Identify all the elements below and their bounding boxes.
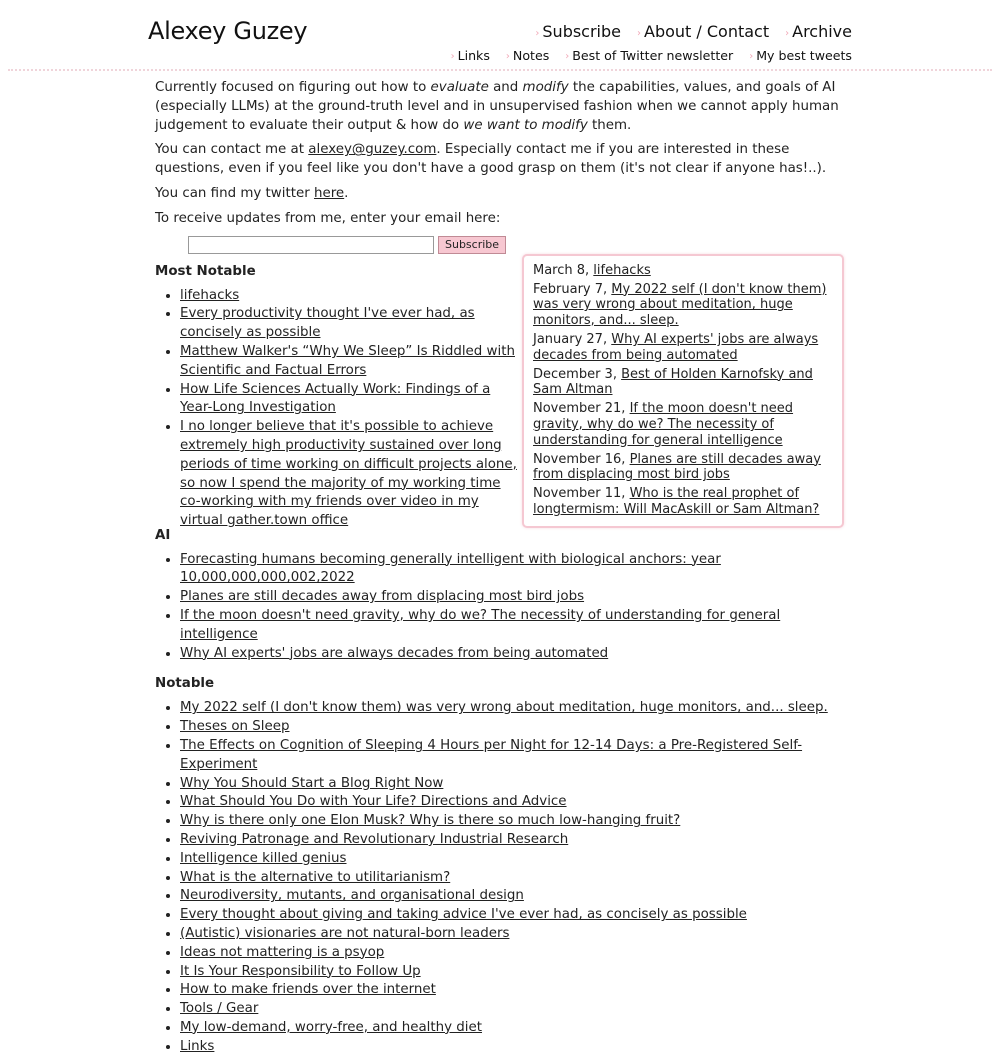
emphasis: evaluate: [430, 80, 489, 95]
nav-archive[interactable]: [785, 21, 852, 45]
post-link[interactable]: What Should You Do with Your Life? Directions and Advice: [180, 794, 567, 810]
list-item: [180, 869, 845, 888]
featured-area: [155, 263, 845, 527]
post-link[interactable]: Tools / Gear: [180, 1001, 259, 1017]
list-item: [180, 775, 845, 794]
main-content: [155, 79, 845, 1057]
list-item: [180, 418, 517, 531]
intro: [155, 79, 845, 229]
nav-about-label: About / Contact: [644, 22, 770, 41]
post-link[interactable]: Ideas not mattering is a psyop: [180, 944, 385, 960]
list-item: [180, 1000, 845, 1019]
post-date: November 16,: [533, 451, 630, 467]
post-link[interactable]: lifehacks: [180, 287, 240, 303]
post-link[interactable]: Every thought about giving and taking advice I've ever had, as concisely as possible: [180, 907, 747, 923]
recent-post: [533, 263, 833, 279]
list-item: [180, 793, 845, 812]
emphasis: modify: [522, 80, 569, 95]
post-link[interactable]: Why AI experts' jobs are always decades from being automated: [533, 331, 819, 363]
recent-post: [533, 401, 833, 448]
email-input[interactable]: [188, 236, 434, 254]
intro-focus-paragraph: [155, 79, 845, 135]
email-link[interactable]: alexey@guzey.com: [308, 142, 437, 158]
list-item: [180, 831, 845, 850]
list-item: [180, 645, 845, 664]
post-link[interactable]: Why You Should Start a Blog Right Now: [180, 775, 444, 791]
list-item: [180, 925, 845, 944]
post-link[interactable]: Matthew Walker's “Why We Sleep” Is Riddled with Scientific and Factual Errors: [180, 343, 515, 378]
post-link[interactable]: Why AI experts' jobs are always decades from being automated: [180, 645, 609, 661]
ai-section: [155, 527, 845, 664]
ai-heading: AI: [155, 527, 171, 543]
post-link[interactable]: My 2022 self (I don't know them) was very wrong about meditation, huge monitors, and... sleep.: [533, 281, 827, 328]
most-notable-list: [155, 287, 517, 531]
post-link[interactable]: Intelligence killed genius: [180, 850, 347, 866]
nav-notes[interactable]: [506, 47, 549, 66]
nav-best-of-twitter[interactable]: [565, 47, 733, 66]
chevron-right-icon: ›: [565, 51, 570, 62]
post-link[interactable]: Forecasting humans becoming generally intelligent with biological anchors: year 10,000,000,000,002,2022: [180, 551, 721, 586]
site-title[interactable]: Alexey Guzey: [148, 17, 308, 45]
intro-contact-paragraph: [155, 141, 845, 179]
post-date: January 27,: [533, 331, 612, 347]
post-link[interactable]: My low-demand, worry-free, and healthy diet: [180, 1019, 483, 1035]
post-link[interactable]: Theses on Sleep: [180, 719, 290, 735]
list-item: [180, 607, 845, 645]
intro-twitter-paragraph: [155, 185, 845, 204]
nav-best-of-twitter-label: Best of Twitter newsletter: [572, 48, 734, 63]
chevron-right-icon: ›: [450, 51, 455, 62]
intro-text: . Especially contact me if you are interested in these questions, even if you feel like you don't have a good grasp on them (it's not clear if anyone has!..).: [155, 142, 827, 177]
list-item: [180, 981, 845, 1000]
list-item: [180, 343, 517, 381]
post-link[interactable]: Who is the real prophet of longtermism: Will MacAskill or Sam Altman?: [533, 486, 820, 517]
post-link[interactable]: It Is Your Responsibility to Follow Up: [180, 963, 421, 979]
chevron-right-icon: ›: [505, 51, 510, 62]
list-item: [180, 287, 517, 306]
post-link[interactable]: Links: [180, 1038, 215, 1054]
post-link[interactable]: Neurodiversity, mutants, and organisational design: [180, 888, 524, 904]
intro-text: You can contact me at: [155, 142, 309, 158]
emphasis: we want to modify: [463, 117, 588, 133]
post-link[interactable]: Planes are still decades away from displacing most bird jobs: [180, 589, 585, 605]
intro-updates-paragraph: To receive updates from me, enter your email here:: [155, 210, 501, 226]
recent-post: [533, 282, 833, 329]
list-item: [180, 699, 845, 718]
chevron-right-icon: ›: [749, 51, 754, 62]
most-notable-heading: Most Notable: [155, 263, 256, 279]
nav-about-contact[interactable]: [637, 21, 769, 45]
post-date: December 3,: [533, 366, 622, 382]
nav-notes-label: Notes: [512, 48, 550, 63]
subscribe-button[interactable]: Subscribe: [438, 236, 506, 254]
intro-text: Currently focused on figuring out how to: [155, 80, 431, 95]
chevron-right-icon: ›: [785, 28, 790, 39]
recent-post: [533, 486, 833, 517]
list-item: [180, 887, 845, 906]
subscribe-form: [188, 235, 845, 255]
nav-best-tweets[interactable]: [749, 47, 852, 66]
intro-text: .: [344, 185, 349, 201]
post-link[interactable]: (Autistic) visionaries are not natural-born leaders: [180, 925, 510, 941]
notable-section: [155, 675, 845, 1056]
list-item: [180, 944, 845, 963]
chevron-right-icon: ›: [535, 28, 540, 39]
intro-text: and: [488, 80, 523, 95]
chevron-right-icon: ›: [637, 28, 641, 39]
post-link[interactable]: The Effects on Cognition of Sleeping 4 Hours per Night for 12-14 Days: a Pre-Registered Self-Experiment: [180, 737, 803, 772]
header-divider: [8, 69, 992, 71]
main-nav: [535, 21, 852, 45]
nav-archive-label: Archive: [792, 22, 852, 41]
nav-subscribe-label: Subscribe: [542, 22, 621, 41]
post-link[interactable]: If the moon doesn't need gravity, why do we? The necessity of understanding for general intelligence: [180, 607, 781, 642]
notable-heading: Notable: [155, 676, 215, 692]
secondary-nav: [451, 47, 852, 66]
list-item: [180, 551, 845, 589]
post-date: November 21,: [533, 401, 630, 417]
nav-links-label: Links: [457, 48, 490, 63]
intro-text: You can find my twitter: [155, 185, 314, 201]
list-item: [180, 850, 845, 869]
post-link[interactable]: If the moon doesn't need gravity, why do we? The necessity of understanding for general intelligence: [533, 401, 794, 448]
recent-post: [533, 367, 833, 398]
site-header: [0, 0, 1000, 72]
post-date: March 8,: [533, 262, 594, 278]
list-item: [180, 1019, 845, 1038]
post-link[interactable]: What is the alternative to utilitarianism?: [180, 869, 451, 885]
notable-list: [155, 699, 845, 1056]
post-link[interactable]: How Life Sciences Actually Work: Findings of a Year-Long Investigation: [180, 381, 491, 416]
twitter-link[interactable]: here: [313, 185, 345, 201]
list-item: [180, 588, 845, 607]
post-link[interactable]: My 2022 self (I don't know them) was very wrong about meditation, huge monitors, and... sleep.: [180, 700, 828, 716]
list-item: [180, 718, 845, 737]
post-link[interactable]: How to make friends over the internet: [180, 982, 436, 998]
list-item: [180, 963, 845, 982]
post-date: November 11,: [533, 486, 630, 502]
list-item: [180, 812, 845, 831]
most-notable-section: [155, 263, 517, 531]
nav-best-tweets-label: My best tweets: [756, 48, 852, 63]
list-item: [180, 381, 517, 419]
list-item: [180, 305, 517, 343]
nav-subscribe[interactable]: [535, 21, 621, 45]
post-link[interactable]: lifehacks: [593, 262, 651, 278]
ai-list: [155, 551, 845, 664]
post-link[interactable]: Every productivity thought I've ever had, as concisely as possible: [180, 306, 475, 341]
recent-post: [533, 452, 833, 483]
post-date: February 7,: [533, 281, 612, 297]
list-item: [180, 737, 845, 775]
intro-text: the capabilities, values, and goals of AI (especially LLMs) at the ground-truth level and in unsupervised fashion when we cannot apply human judgement to evaluate their output & how do: [155, 80, 839, 133]
post-link[interactable]: Why is there only one Elon Musk? Why is there so much low-hanging fruit?: [180, 813, 681, 829]
recent-post: [533, 332, 833, 363]
post-link[interactable]: I no longer believe that it's possible to achieve extremely high productivity sustained over long periods of time working on difficult projects alone, so now I spend the majority of my working time co-working with my friends over video in my virtual gather.town office: [180, 419, 517, 529]
post-link[interactable]: Reviving Patronage and Revolutionary Industrial Research: [180, 831, 569, 847]
recent-posts-box: [522, 254, 844, 529]
list-item: [180, 906, 845, 925]
nav-links[interactable]: [451, 47, 490, 66]
intro-text: them.: [587, 117, 632, 133]
post-link[interactable]: Planes are still decades away from displacing most bird jobs: [533, 451, 821, 483]
post-link[interactable]: Best of Holden Karnofsky and Sam Altman: [533, 366, 813, 398]
list-item: [180, 1038, 845, 1057]
